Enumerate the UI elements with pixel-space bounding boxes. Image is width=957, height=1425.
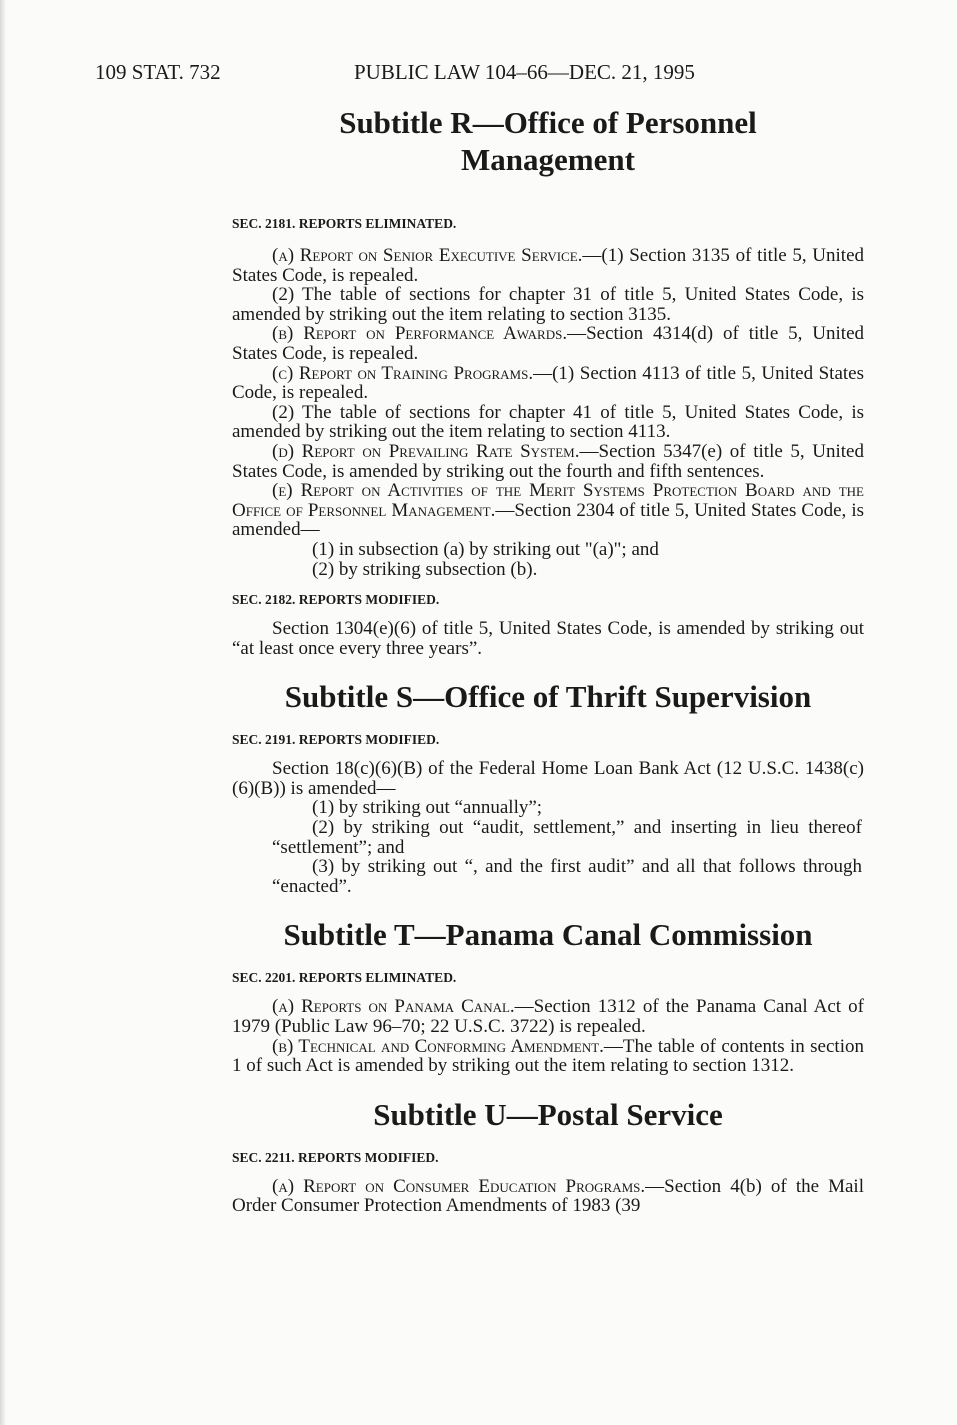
sec-2191-item-3: (3) by striking out “, and the first audit” and all that follows through “enacted”. <box>272 856 862 897</box>
subtitle-s-heading: Subtitle S—Office of Thrift Supervision <box>284 679 812 715</box>
sec-2181-d-text: —Section 5347(e) of title 5, United States Code, is amended by striking out the fourth and fifth sentences. <box>232 440 864 482</box>
sec-2181-e-item-2: (2) by striking subsection (b). <box>312 558 538 580</box>
subtitle-r-line2: Management <box>461 142 635 177</box>
sec-2191-heading: SEC. 2191. REPORTS MODIFIED. <box>232 732 440 748</box>
sec-2211-a-text: —Section 4(b) of the Mail Order Consumer Protection Amendments of 1983 (39 <box>232 1175 864 1217</box>
sec-2181-heading: SEC. 2181. REPORTS ELIMINATED. <box>232 216 457 231</box>
sec-2181-d <box>232 442 864 481</box>
sec-2181-e-item-1: (1) in subsection (a) by striking out "(a)"; and <box>312 538 659 560</box>
subtitle-t-heading: Subtitle T—Panama Canal Commission <box>283 917 813 953</box>
stat-page-number: 109 STAT. 732 <box>95 60 221 84</box>
sec-2211-a-label: (a) Report on Consumer Education Programs. <box>272 1175 646 1197</box>
sec-2181-a2: (2) The table of sections for chapter 31 of title 5, United States Code, is amended by striking out the item relating to section 3135. <box>232 284 864 325</box>
sec-2181-a <box>232 246 864 285</box>
sec-2181-b-label: (b) Report on Performance Awards. <box>272 323 568 345</box>
sec-2201-b-text: —The table of contents in section 1 of such Act is amended by striking out the item relating to section 1312. <box>232 1035 864 1077</box>
sec-2201-a <box>232 997 864 1036</box>
page-edge <box>0 0 6 1425</box>
sec-2191-item-2: (2) by striking out “audit, settlement,” and inserting in lieu thereof “settlement”; and <box>272 817 862 858</box>
sec-2211-heading: SEC. 2211. REPORTS MODIFIED. <box>232 1149 439 1165</box>
sec-2181-e-text: —Section 2304 of title 5, United States Code, is amended— <box>232 499 864 541</box>
subtitle-r-line1: Subtitle R—Office of Personnel <box>339 105 757 140</box>
sec-2181-c-text: —(1) Section 4113 of title 5, United States Code, is repealed. <box>232 362 864 404</box>
sec-2191-item-1: (1) by striking out “annually”; <box>312 797 543 819</box>
sec-2181-b <box>232 324 864 363</box>
sec-2201-b <box>232 1037 864 1076</box>
sec-2191-text: Section 18(c)(6)(B) of the Federal Home Loan Bank Act (12 U.S.C. 1438(c)(6)(B)) is amended— <box>232 758 864 799</box>
sec-2182-heading: SEC. 2182. REPORTS MODIFIED. <box>232 592 440 608</box>
sec-2181-c2: (2) The table of sections for chapter 41 of title 5, United States Code, is amended by striking out the item relating to section 4113. <box>232 401 864 443</box>
sec-2181-e <box>232 481 864 540</box>
sec-2182-text: Section 1304(e)(6) of title 5, United States Code, is amended by striking out “at least once every three years”. <box>232 618 864 659</box>
sec-2181-c-label: (c) Report on Training Programs. <box>272 362 534 384</box>
sec-2181-a-text: —(1) Section 3135 of title 5, United States Code, is repealed. <box>232 245 864 286</box>
sec-2201-heading: SEC. 2201. REPORTS ELIMINATED. <box>232 970 457 986</box>
sec-2201-a-label: (a) Reports on Panama Canal. <box>272 996 515 1018</box>
sec-2181-b-text: —Section 4314(d) of title 5, United States Code, is repealed. <box>232 323 865 364</box>
public-law-citation: PUBLIC LAW 104–66—DEC. 21, 1995 <box>354 60 695 84</box>
sec-2211-a <box>232 1177 864 1216</box>
sec-2181-c <box>232 364 864 403</box>
sec-2181-a-label: (a) Report on Senior Executive Service. <box>272 245 583 266</box>
page-content <box>232 104 864 1216</box>
sec-2181-d-label: (d) Report on Prevailing Rate System. <box>272 440 580 462</box>
sec-2181-e-label: (e) Report on Activities of the Merit Systems Protection Board and the Office of Personnel Management. <box>232 480 864 521</box>
sec-2201-b-label: (b) Technical and Conforming Amendment. <box>272 1035 604 1057</box>
subtitle-u-heading: Subtitle U—Postal Service <box>373 1096 723 1132</box>
subtitle-r-heading <box>232 104 864 178</box>
sec-2201-a-text: —Section 1312 of the Panama Canal Act of 1979 (Public Law 96–70; 22 U.S.C. 3722) is repealed. <box>232 996 864 1038</box>
